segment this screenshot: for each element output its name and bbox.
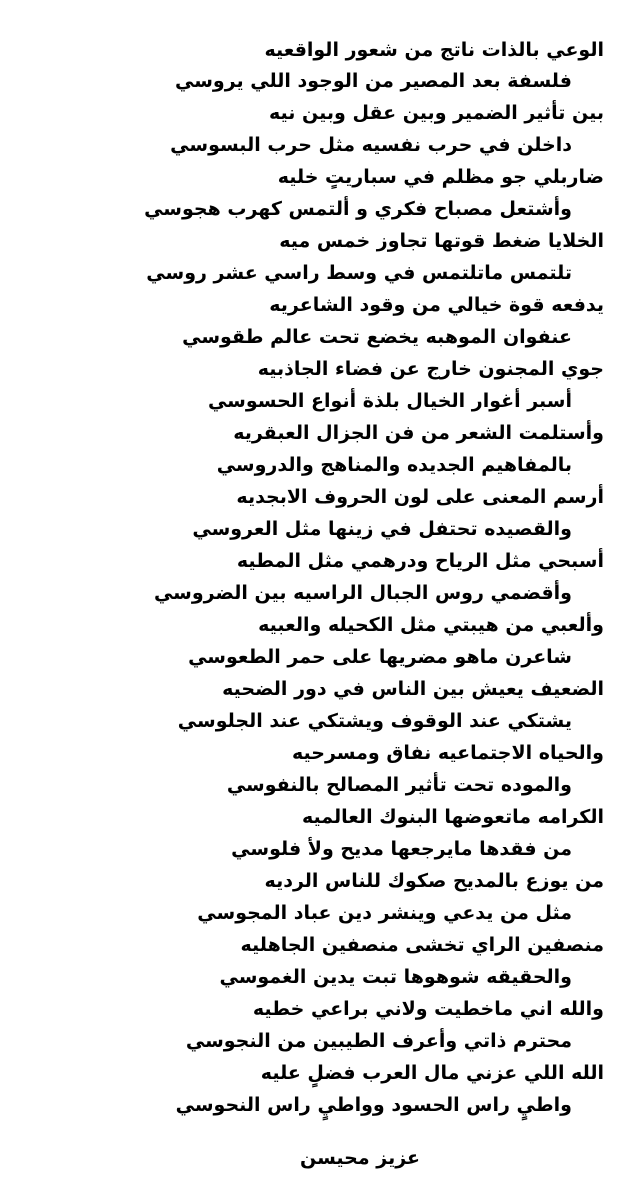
poem-line: وأستلمت الشعر من فن الجزال العبقريه: [233, 422, 604, 444]
poem-line: بالمفاهيم الجديده والمناهج والدروسي: [216, 454, 572, 476]
poet-signature: عزيز محيسن: [299, 1147, 420, 1169]
poem-line: عنفوان الموهبه يخضع تحت عالم طقوسي: [182, 326, 572, 348]
poem-line: وألعبي من هيبتي مثل الكحيله والعبيه: [258, 614, 604, 636]
poem-line: تلتمس ماتلتمس في وسط راسي عشر روسي: [146, 262, 572, 284]
poem-line: يشتكي عند الوقوف ويشتكي عند الجلوسي: [177, 710, 572, 732]
poem-line: منصفين الراي تخشى منصفين الجاهليه: [240, 934, 604, 956]
poem-line: الخلايا ضغط قوتها تجاوز خمس ميه: [279, 230, 604, 252]
poem-line: شاعرن ماهو مضريها على حمر الطعوسي: [188, 646, 572, 668]
poem-line: أرسم المعنى على لون الحروف الابجديه: [236, 486, 604, 508]
poem-line: فلسفة بعد المصير من الوجود اللي يروسي: [174, 70, 572, 92]
poem-line: وأشتعل مصباح فكري و ألتمس كهرب هجوسي: [144, 198, 572, 220]
poem-line: ضاربلي جو مظلم في سباريتٍ خليه: [277, 166, 604, 188]
poem-line: بين تأثير الضمير وبين عقل وبين نيه: [269, 102, 604, 124]
poem-line: جوي المجنون خارج عن فضاء الجاذبيه: [257, 358, 604, 380]
poem-line: محترم ذاتي وأعرف الطيبين من النجوسي: [185, 1030, 572, 1052]
poem-line: والحقيقه شوهوها تبت يدين الغموسي: [219, 966, 572, 988]
poem-line: والموده تحت تأثير المصالح بالنفوسي: [226, 774, 572, 796]
poem-line: أسبحي مثل الرياح ودرهمي مثل المطيه: [236, 550, 604, 572]
poem-line: أسبر أغوار الخيال بلذة أنواع الحسوسي: [207, 390, 572, 412]
poem-line: والقصيده تحتفل في زينها مثل العروسي: [192, 518, 572, 540]
poem-line: والله اني ماخطيت ولاني براعي خطيه: [252, 998, 604, 1020]
poem-line: وأقضمي روس الجبال الراسيه بين الضروسي: [153, 582, 572, 604]
poem-line: من فقدها مايرجعها مديح ولأ فلوسي: [231, 838, 572, 860]
poem-line: الله اللي عزني مال العرب فضلٍ عليه: [260, 1062, 604, 1084]
poem-line: الكرامه ماتعوضها البنوك العالميه: [301, 806, 604, 828]
poem-line: يدفعه قوة خيالي من وقود الشاعريه: [269, 294, 604, 316]
poem-line: الضعيف يعيش بين الناس في دور الضحيه: [222, 678, 604, 700]
poem-line: واطيٍ راس الحسود وواطيٍ راس النحوسي: [175, 1094, 572, 1116]
poem-line: داخلن في حرب نفسيه مثل حرب البسوسي: [170, 134, 572, 156]
poem-line: مثل من يدعي وينشر دين عباد المجوسي: [197, 902, 572, 924]
poem-line: الوعي بالذات ناتج من شعور الواقعيه: [264, 39, 604, 61]
poem-line: من يوزع بالمديح صكوك للناس الرديه: [264, 870, 604, 892]
poem-line: والحياه الاجتماعيه نفاق ومسرحيه: [292, 742, 604, 764]
